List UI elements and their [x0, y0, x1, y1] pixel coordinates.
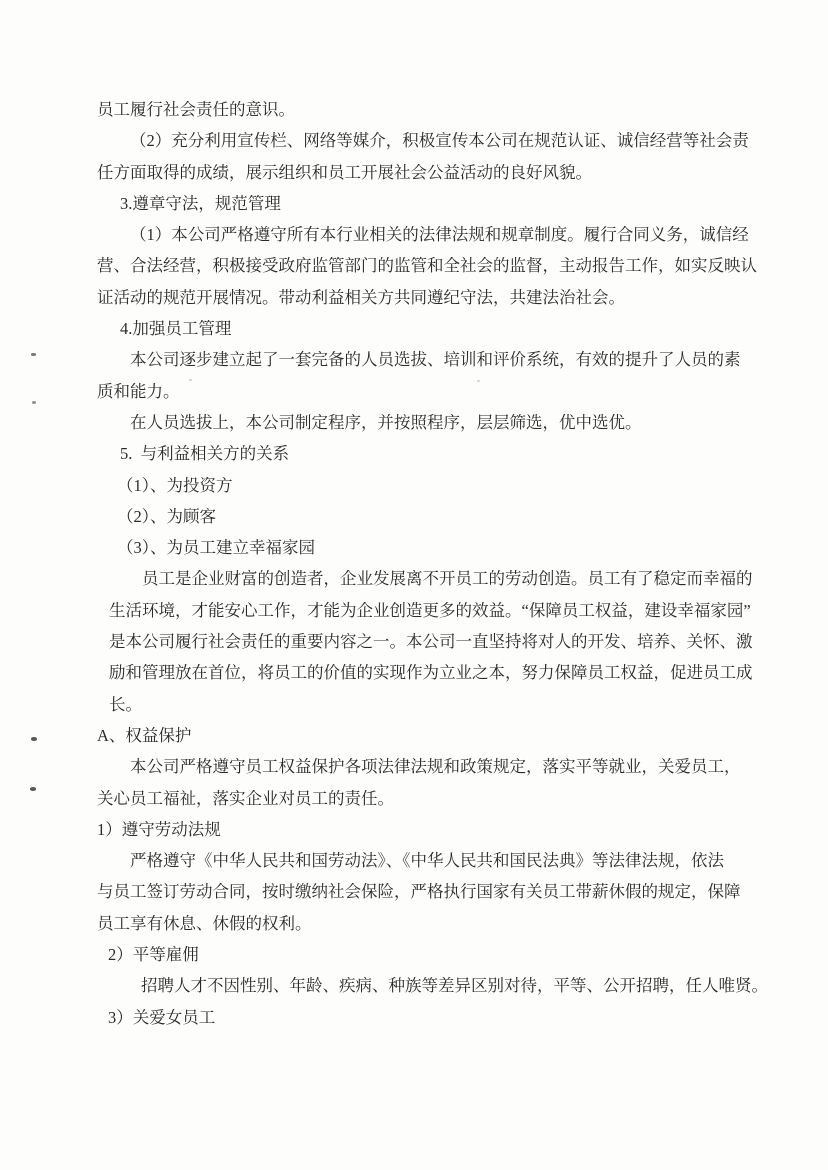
text-line: （2）充分利用宣传栏、网络等媒介，积极宣传本公司在规范认证、诚信经营等社会责: [130, 131, 749, 151]
scan-speck: [477, 380, 480, 382]
text-line: 本公司严格遵守员工权益保护各项法律法规和政策规定，落实平等就业，关爱员工，: [130, 757, 741, 777]
text-line: 招聘人才不因性别、年龄、疾病、种族等差异区别对待，平等、公开招聘，任人唯贤。: [141, 976, 768, 996]
document-body: [97, 94, 768, 1033]
text-line: 4.加强员工管理: [120, 319, 232, 339]
text-line: 任方面取得的成绩，展示组织和员工开展社会公益活动的良好风貌。: [97, 162, 592, 182]
text-line: 2）平等雇佣: [108, 945, 199, 965]
text-line: （2）、为顾客: [117, 506, 216, 526]
text-line: （3）、为员工建立幸福家园: [117, 538, 315, 558]
text-line: 在人员选拔上，本公司制定程序，并按照程序，层层筛选，优中选优。: [130, 412, 642, 432]
text-line: 与员工签订劳动合同，按时缴纳社会保险，严格执行国家有关员工带薪休假的规定，保障: [97, 882, 741, 902]
text-line: 营、合法经营，积极接受政府监管部门的监管和全社会的监督，主动报告工作，如实反映认: [97, 256, 757, 276]
scan-speck: [31, 353, 36, 356]
text-line: 员工享有休息、休假的权利。: [97, 913, 312, 933]
scan-speck: [31, 737, 37, 741]
text-line: 是本公司履行社会责任的重要内容之一。本公司一直坚持将对人的开发、培养、关怀、激: [109, 632, 753, 652]
text-line: 本公司逐步建立起了一套完备的人员选拔、培训和评价系统，有效的提升了人员的素: [130, 350, 741, 370]
text-line: （1）本公司严格遵守所有本行业相关的法律法规和规章制度。履行合同义务，诚信经: [130, 225, 749, 245]
text-line: 励和管理放在首位，将员工的价值的实现作为立业之本，努力保障员工权益，促进员工成: [109, 663, 753, 683]
scan-speck: [32, 401, 36, 404]
text-line: 3）关爱女员工: [108, 1007, 216, 1027]
text-line: 1）遵守劳动法规: [97, 819, 221, 839]
text-line: 员工是企业财富的创造者，企业发展离不开员工的劳动创造。员工有了稳定而幸福的: [142, 569, 753, 589]
scan-speck: [189, 379, 192, 381]
text-line: 员工履行社会责任的意识。: [97, 100, 295, 119]
text-line: （1）、为投资方: [117, 475, 233, 495]
text-line: 生活环境，才能安心工作，才能为企业创造更多的效益。“保障员工权益，建设幸福家园”: [109, 600, 751, 620]
text-line: 5. 与利益相关方的关系: [120, 444, 290, 464]
text-line: 质和能力。: [97, 381, 180, 401]
scan-speck: [30, 787, 36, 791]
text-line: 3.遵章守法，规范管理: [120, 193, 281, 213]
text-line: 严格遵守《中华人民共和国劳动法》、《中华人民共和国民法典》等法律法规，依法: [130, 851, 724, 871]
text-line: 关心员工福祉，落实企业对员工的责任。: [97, 788, 394, 808]
text-line: 长。: [109, 694, 142, 714]
text-line: A、权益保护: [97, 725, 192, 745]
text-line: 证活动的规范开展情况。带动利益相关方共同遵纪守法，共建法治社会。: [97, 287, 625, 307]
